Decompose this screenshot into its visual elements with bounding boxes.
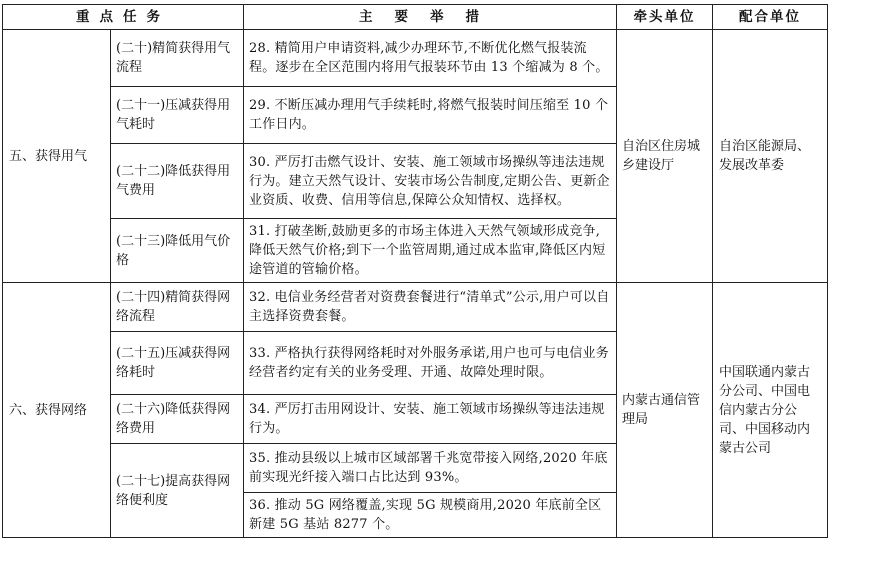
measure-cell: 29. 不断压减办理用气手续耗时,将燃气报装时间压缩至 10 个工作日内。 bbox=[244, 87, 617, 144]
header-task: 重点任务 bbox=[3, 5, 244, 30]
table-row bbox=[3, 283, 828, 332]
task-cell: (二十四)精简获得网络流程 bbox=[111, 283, 244, 332]
task-cell: (二十七)提高获得网络便利度 bbox=[111, 444, 244, 538]
task-cell: (二十一)压减获得用气耗时 bbox=[111, 87, 244, 144]
task-cell: (二十二)降低获得用气费用 bbox=[111, 144, 244, 219]
coop-unit-cell: 中国联通内蒙古分公司、中国电信内蒙古分公司、中国移动内蒙古公司 bbox=[713, 283, 828, 538]
task-cell: (二十五)压减获得网络耗时 bbox=[111, 332, 244, 395]
table-row bbox=[3, 30, 828, 87]
coop-unit-cell: 自治区能源局、发展改革委 bbox=[713, 30, 828, 283]
measure-cell: 35. 推动县级以上城市区域部署千兆宽带接入网络,2020 年底前实现光纤接入端口占比达到 93%。 bbox=[244, 444, 617, 493]
table-header-row bbox=[3, 5, 828, 30]
measure-cell: 33. 严格执行获得网络耗时对外服务承诺,用户也可与电信业务经营者约定有关的业务受理、开通、故障处理时限。 bbox=[244, 332, 617, 395]
header-measure: 主要举措 bbox=[244, 5, 617, 30]
area-cell: 六、获得网络 bbox=[3, 283, 111, 538]
header-lead-unit: 牵头单位 bbox=[617, 5, 713, 30]
lead-unit-cell: 自治区住房城乡建设厅 bbox=[617, 30, 713, 283]
task-cell: (二十六)降低获得网络费用 bbox=[111, 395, 244, 444]
measure-cell: 34. 严厉打击用网设计、安装、施工领域市场操纵等违法违规行为。 bbox=[244, 395, 617, 444]
header-coop-unit: 配合单位 bbox=[713, 5, 828, 30]
task-cell: (二十三)降低用气价格 bbox=[111, 219, 244, 283]
measures-table bbox=[2, 4, 828, 538]
measure-cell: 31. 打破垄断,鼓励更多的市场主体进入天然气领域形成竞争,降低天然气价格;到下一个监管周期,通过成本监审,降低区内短途管道的管输价格。 bbox=[244, 219, 617, 283]
measure-cell: 36. 推动 5G 网络覆盖,实现 5G 规模商用,2020 年底前全区新建 5G 基站 8277 个。 bbox=[244, 493, 617, 538]
measure-cell: 32. 电信业务经营者对资费套餐进行“清单式”公示,用户可以自主选择资费套餐。 bbox=[244, 283, 617, 332]
measure-cell: 28. 精简用户申请资料,减少办理环节,不断优化燃气报装流程。逐步在全区范围内将用气报装环节由 13 个缩减为 8 个。 bbox=[244, 30, 617, 87]
task-cell: (二十)精简获得用气流程 bbox=[111, 30, 244, 87]
measure-cell: 30. 严厉打击燃气设计、安装、施工领域市场操纵等违法违规行为。建立天然气设计、安装市场公告制度,定期公告、更新企业资质、收费、信用等信息,保障公众知情权、选择权。 bbox=[244, 144, 617, 219]
area-cell: 五、获得用气 bbox=[3, 30, 111, 283]
lead-unit-cell: 内蒙古通信管理局 bbox=[617, 283, 713, 538]
